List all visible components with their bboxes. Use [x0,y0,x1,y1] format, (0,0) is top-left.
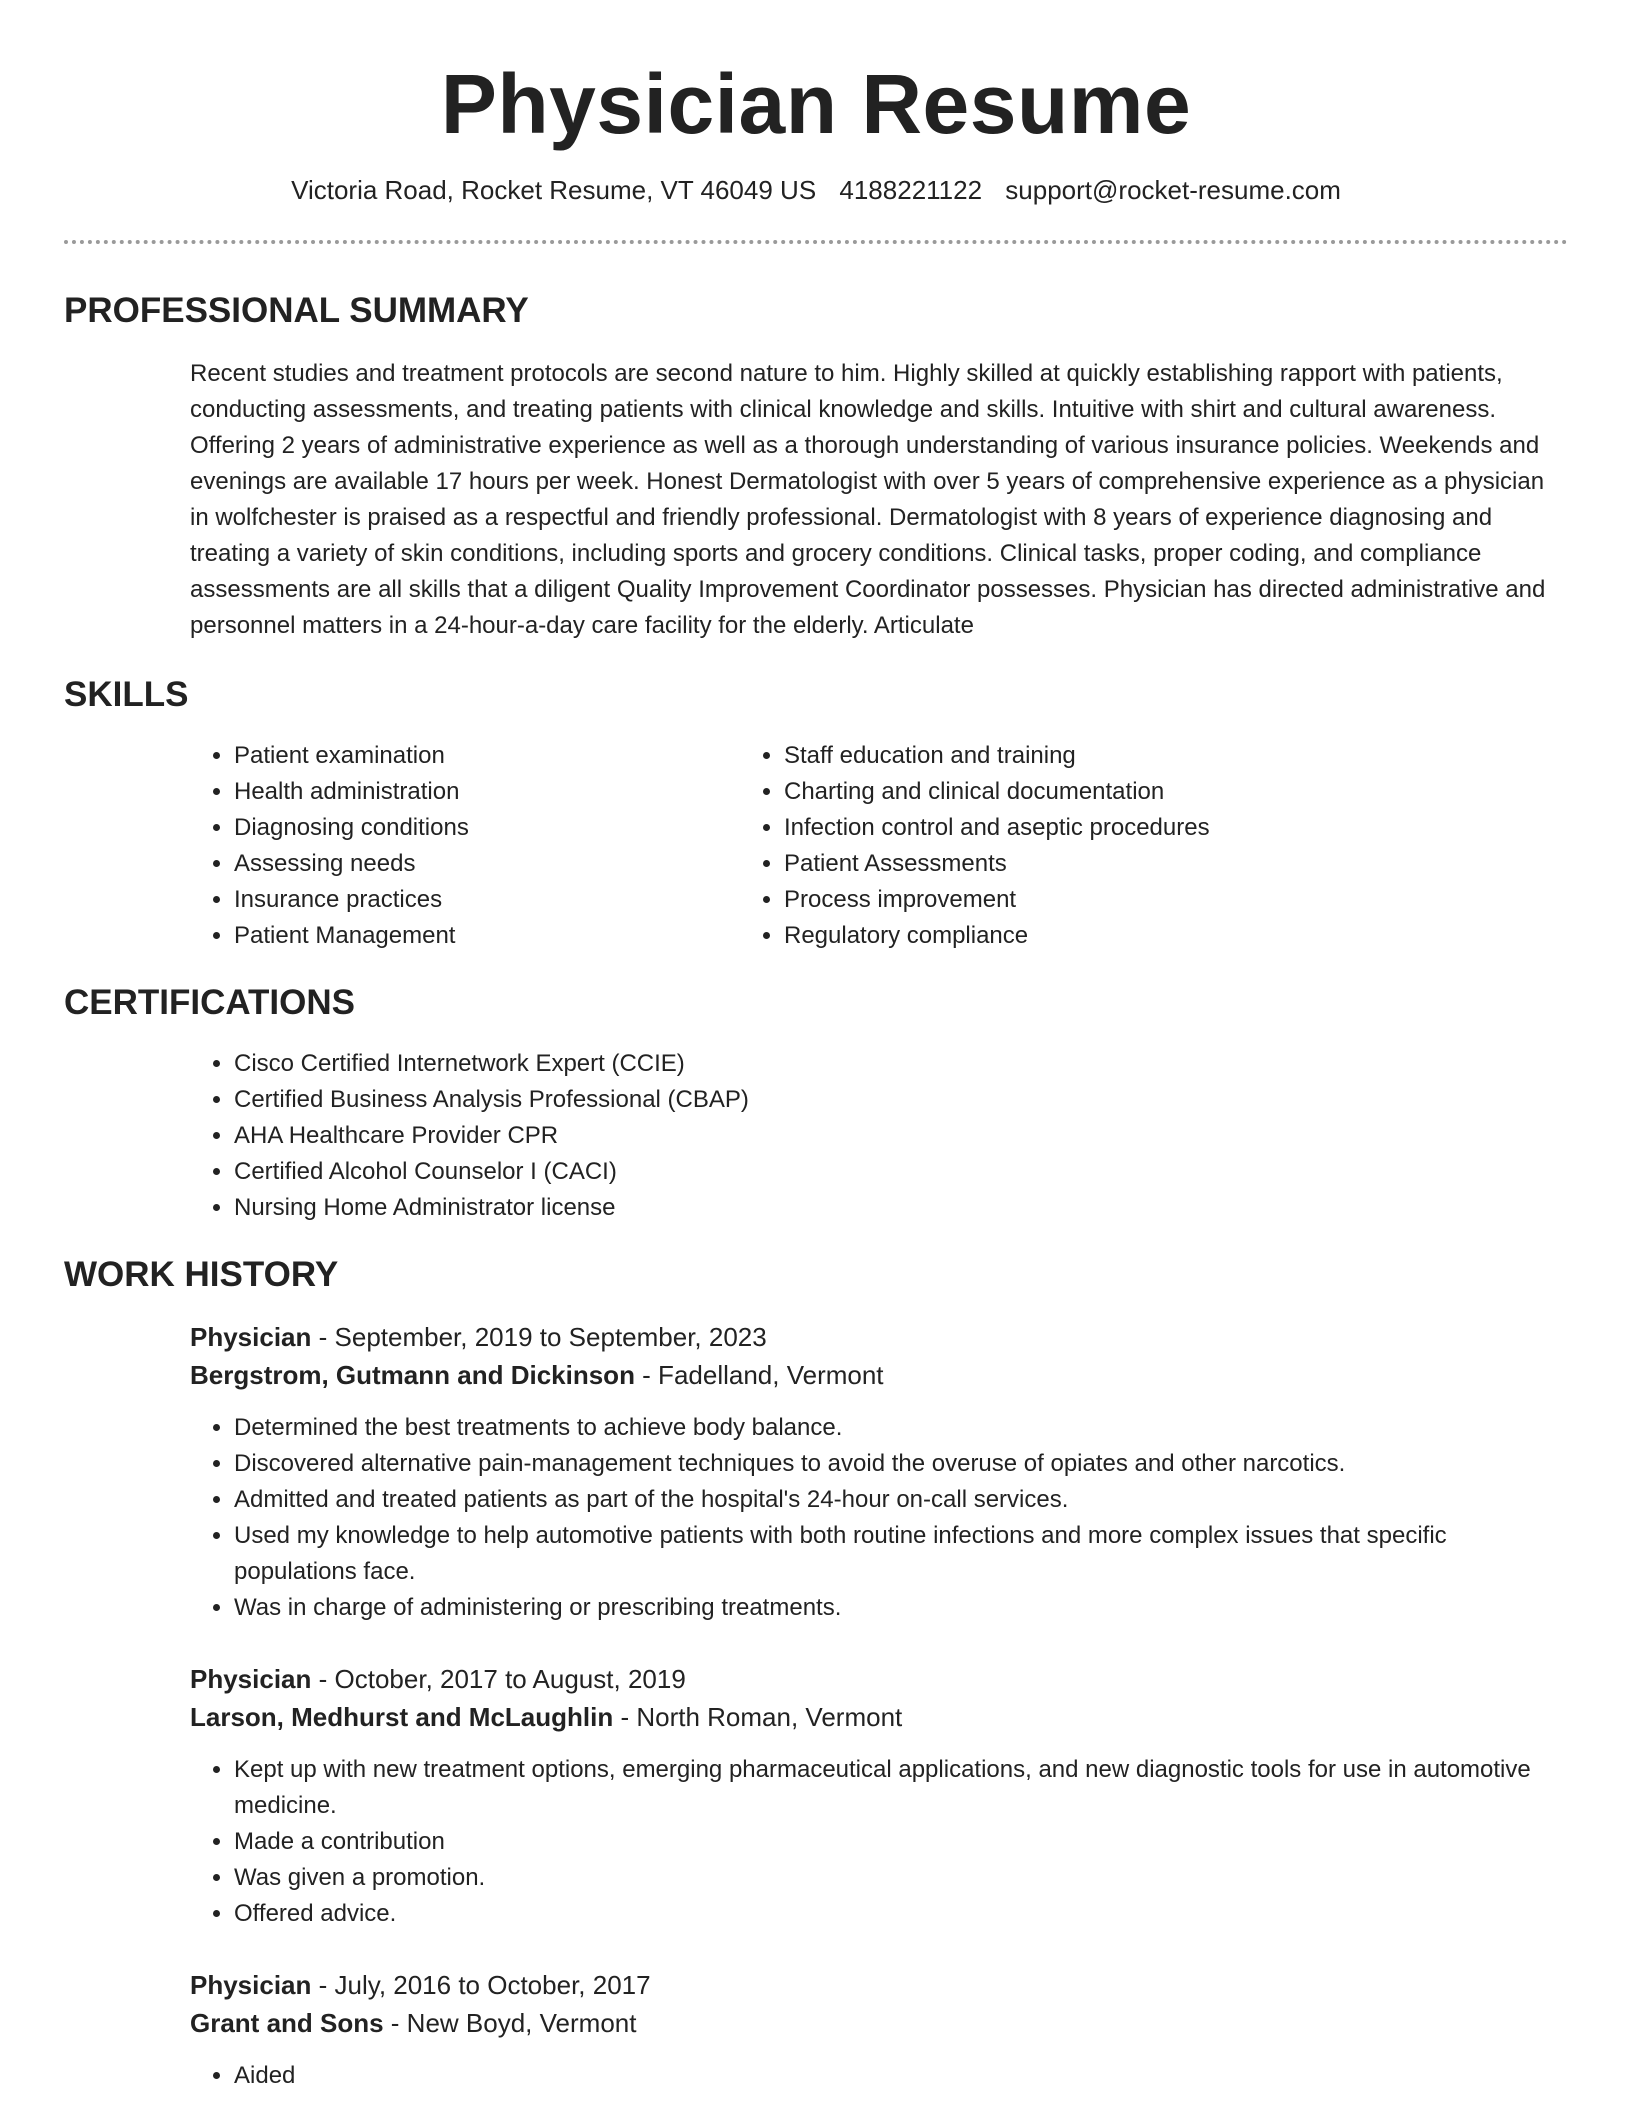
certifications-list [64,1046,1568,1226]
skill-item: • Charting and clinical documentation [784,774,1210,810]
certification-item: • AHA Healthcare Provider CPR [234,1118,1568,1154]
job-bullet: • Kept up with new treatment options, emerging pharmaceutical applications, and new diagnostic tools for use in automotive medicine. [234,1752,1568,1824]
summary-paragraph: Recent studies and treatment protocols are second nature to him. Highly skilled at quickly establishing rapport with patients, conducting assessments, and treating patients with clinical knowledge and skills. Intuitive with shirt and cultural awareness. Offering 2 years of administrative experience as well as a thorough understanding of various insurance policies. Weekends and evenings are available 17 hours per week. Honest Dermatologist with over 5 years of comprehensive experience as a physician in wolfchester is praised as a respectful and friendly professional. Dermatologist with 8 years of experience diagnosing and treating a variety of skin conditions, including sports and grocery conditions. Clinical tasks, proper coding, and compliance assessments are all skills that a diligent Quality Improvement Coordinator possesses. Physician has directed administrative and personnel matters in a 24-hour-a-day care facility for the elderly. Articulate [190,360,1546,639]
certification-item: • Certified Business Analysis Professional (CBAP) [234,1082,1568,1118]
job-bullets [190,1752,1568,1932]
job-bullet: • Used my knowledge to help automotive patients with both routine infections and more complex issues that specific populations face. [234,1518,1568,1590]
job-company-line [190,1356,1568,1394]
section-title-work-history: WORK HISTORY [64,1255,339,1294]
certification-item: • Cisco Certified Internetwork Expert (CCIE) [234,1046,1568,1082]
job-company: Bergstrom, Gutmann and Dickinson [190,1360,635,1390]
job-bullet: • Aided [234,2058,1568,2094]
job-title-line [190,1318,1568,1356]
job-company-line [190,2004,1568,2042]
job-title-line [190,1660,1568,1698]
section-title-certifications: CERTIFICATIONS [64,983,356,1022]
job-bullet: • Discovered alternative pain-management techniques to avoid the overuse of opiates and other narcotics. [234,1446,1568,1482]
job-bullet: • Was in charge of administering or prescribing treatments. [234,1590,1568,1626]
skill-item: • Health administration [234,774,744,810]
job-dates: - July, 2016 to October, 2017 [311,1970,651,2000]
job-entry-2 [190,1660,1568,1932]
contact-phone: 4188221122 [839,175,983,205]
job-location: - Fadelland, Vermont [634,1360,884,1390]
certification-item: • Certified Alcohol Counselor I (CACI) [234,1154,1568,1190]
skill-item: • Patient Management [234,918,744,954]
section-title-summary: PROFESSIONAL SUMMARY [64,291,529,330]
skill-item: • Process improvement [784,882,1210,918]
job-dates: - September, 2019 to September, 2023 [311,1322,767,1352]
certification-item: • Nursing Home Administrator license [234,1190,1568,1226]
job-title: Physician [190,1322,312,1352]
contact-email: support@rocket-resume.com [1005,175,1341,205]
skills-list-left [64,738,744,954]
skill-item: • Insurance practices [234,882,744,918]
job-bullet: • Offered advice. [234,1896,1568,1932]
header-divider [64,240,1568,244]
skill-item: • Staff education and training [784,738,1210,774]
job-location: - New Boyd, Vermont [383,2008,637,2038]
skills-list-right [744,738,1210,954]
contact-line [64,174,1568,206]
job-entry-3 [190,1966,1568,2094]
job-title: Physician [190,1664,312,1694]
job-company-line [190,1698,1568,1736]
resume-title: Physician Resume [440,57,1192,151]
job-bullet: • Was given a promotion. [234,1860,1568,1896]
job-company: Grant and Sons [190,2008,384,2038]
job-bullets [190,2058,1568,2094]
job-bullet: • Determined the best treatments to achieve body balance. [234,1410,1568,1446]
skill-item: • Patient Assessments [784,846,1210,882]
skill-item: • Infection control and aseptic procedures [784,810,1210,846]
job-entry-1 [190,1318,1568,1626]
job-location: - North Roman, Vermont [613,1702,903,1732]
skills-columns [64,738,1568,954]
skill-item: • Patient examination [234,738,744,774]
job-title-line [190,1966,1568,2004]
job-dates: - October, 2017 to August, 2019 [311,1664,686,1694]
job-company: Larson, Medhurst and McLaughlin [190,1702,614,1732]
contact-address: Victoria Road, Rocket Resume, VT 46049 US [291,175,817,205]
job-title: Physician [190,1970,312,2000]
skill-item: • Diagnosing conditions [234,810,744,846]
section-title-skills: SKILLS [64,675,189,714]
job-bullets [190,1410,1568,1626]
job-bullet: • Made a contribution [234,1824,1568,1860]
skill-item: • Regulatory compliance [784,918,1210,954]
job-bullet: • Admitted and treated patients as part of the hospital's 24-hour on-call services. [234,1482,1568,1518]
skill-item: • Assessing needs [234,846,744,882]
